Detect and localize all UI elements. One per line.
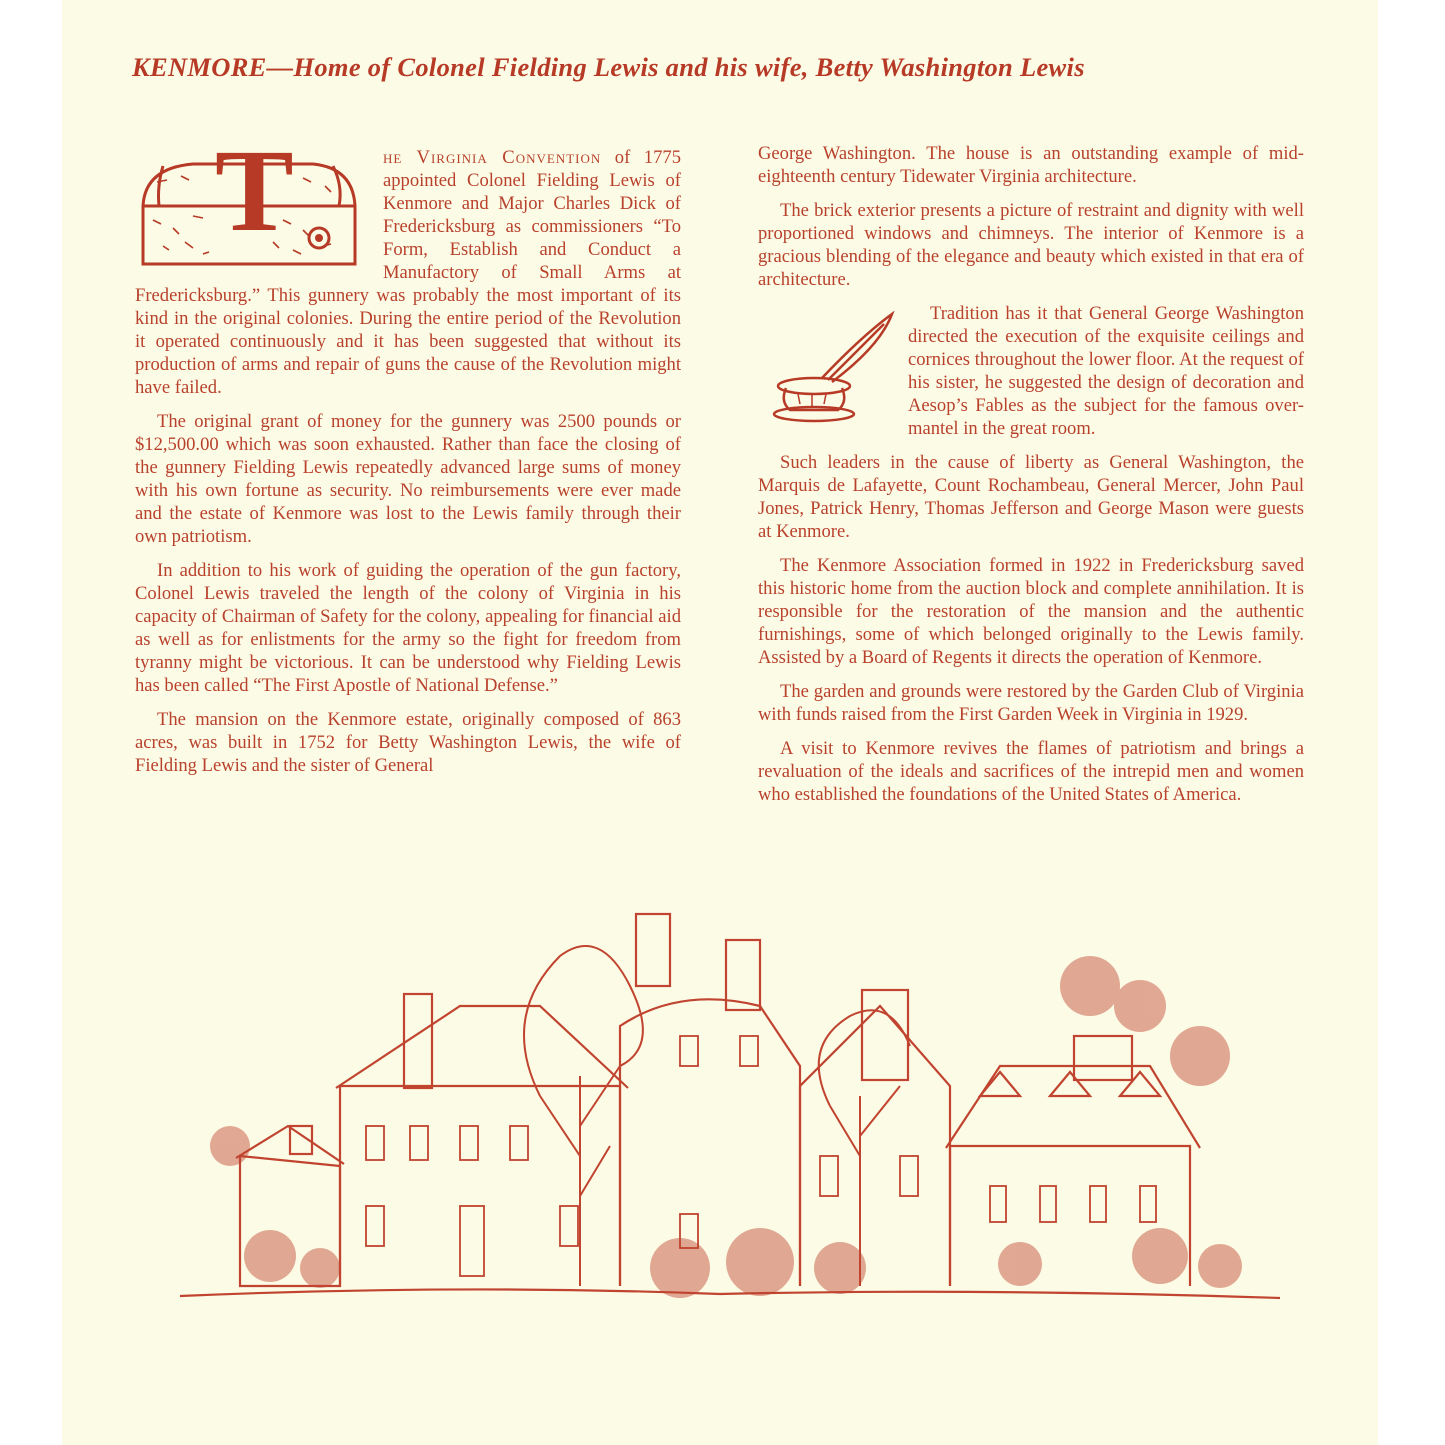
paragraph: The garden and grounds were restored by the Garden Club of Virginia with funds raised from the First Garden Week in Virginia in 1929. bbox=[758, 681, 1304, 725]
paragraph: Such leaders in the cause of liberty as General Washington, the Marquis de Lafayette, Count Rochambeau, General Mercer, John Paul Jones, Patrick Henry, Thomas Jefferson and George Mason were guests at Kenmore. bbox=[758, 452, 1304, 542]
opening-smallcaps: he Virginia Convention bbox=[383, 147, 602, 168]
inkwell-block bbox=[762, 306, 902, 424]
paragraph: In addition to his work of guiding the operation of the gun factory, Colonel Lewis traveled the length of the colony of Virginia in his capacity of Chairman of Safety for the colony, appealing for financial aid as well as for enlistments for the army so the fight for freedom from tyranny might be victorious. It can be understood why Fielding Lewis has been called “The First Apostle of National Defense.” bbox=[135, 560, 681, 696]
paragraph: The Kenmore Association formed in 1922 in Fredericksburg saved this historic home from the auction block and complete annihilation. It is responsible for the restoration of the mansion and the authentic furnishings, some of which belonged originally to the Lewis family. Assisted by a Board of Regents it directs the operation of Kenmore. bbox=[758, 555, 1304, 668]
paragraph: The brick exterior presents a picture of restraint and dignity with well proportioned windows and chimneys. The interior of Kenmore is a gracious blending of the elegance and beauty which existed in that era of architecture. bbox=[758, 200, 1304, 290]
paragraph: George Washington. The house is an outstanding example of mid-eighteenth century Tidewater Virginia architecture. bbox=[758, 143, 1304, 187]
left-column bbox=[135, 125, 681, 788]
paragraph: The mansion on the Kenmore estate, originally composed of 863 acres, was built in 1752 for Betty Washington Lewis, the wife of Fielding Lewis and the sister of General bbox=[135, 709, 681, 776]
paragraph: Tradition has it that General George Washington directed the execution of the exquisite ceilings and cornices throughout the lower floor. At the request of his sister, he suggested the design of decoration and Aesop’s Fables as the subject for the famous over-mantel in the great room. bbox=[908, 303, 1304, 439]
inkwell-quill-icon bbox=[762, 306, 902, 424]
right-column bbox=[758, 142, 1304, 817]
drop-cap-block bbox=[133, 125, 379, 280]
paragraph-text: of 1775 appointed Colonel Fielding Lewis of Kenmore and Major Charles Dick of Fredericksburg as commissioners “To Form, Establish and Conduct a Manufactory of Small Arms at Fredericksburg.” This gunnery was probably the most important of its kind in the original colonies. During the entire period of the Revolution it operated continuously and it has been suggested that without its production of arms and repair of guns the cause of the Revolution might have failed. bbox=[135, 147, 681, 398]
drop-cap-letter: T bbox=[215, 125, 294, 256]
kenmore-mansion-engraving bbox=[160, 896, 1300, 1326]
paragraph: The original grant of money for the gunnery was 2500 pounds or $12,500.00 which was soon exhausted. Rather than face the closing of the gunnery Fielding Lewis repeatedly advanced large sums of money with his own fortune as security. No reimbursements were ever made and the estate of Kenmore was lost to the Lewis family through their own patriotism. bbox=[135, 411, 681, 547]
page-title: KENMORE—Home of Colonel Fielding Lewis and his wife, Betty Washington Lewis bbox=[132, 52, 1085, 82]
paragraph: A visit to Kenmore revives the flames of patriotism and brings a revaluation of the ideals and sacrifices of the intrepid men and women who established the foundations of the United States of America. bbox=[758, 738, 1304, 805]
